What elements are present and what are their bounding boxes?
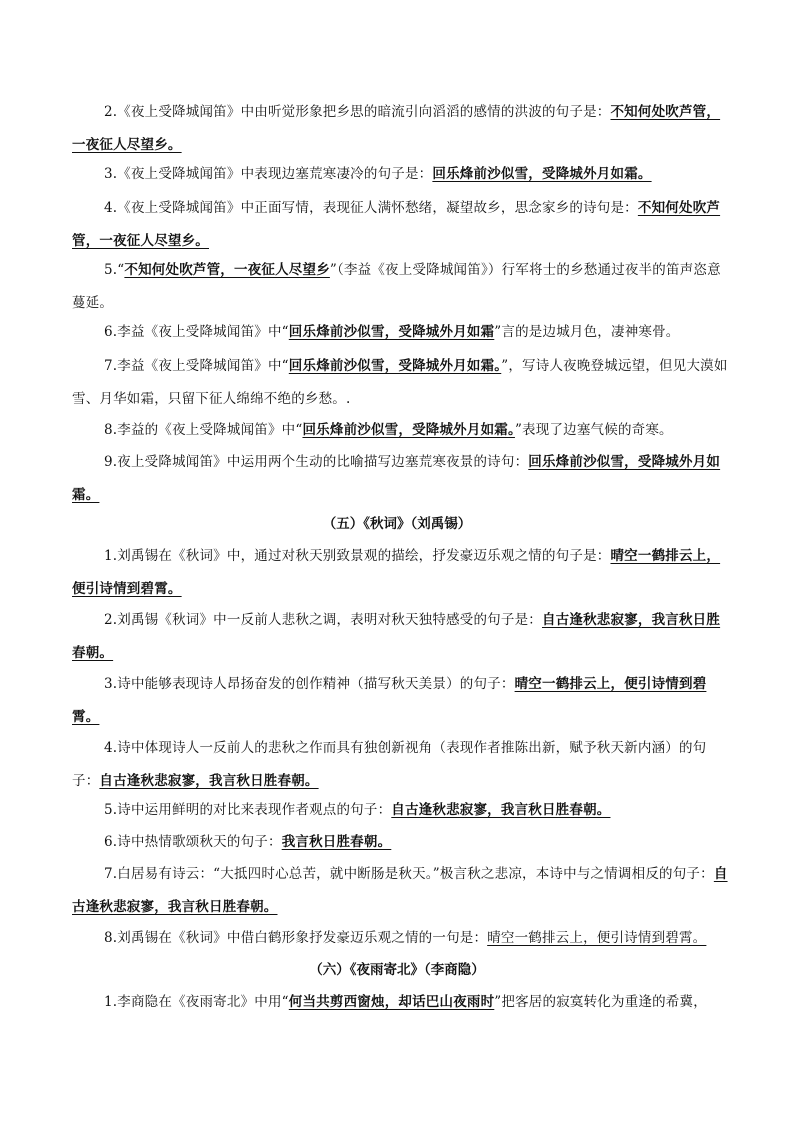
item-2 [72,96,728,162]
item-6 [72,826,728,859]
item-text: 2.刘禹锡《秋词》中一反前人悲秋之调，表明对秋天独特感受的句子是： [104,612,542,628]
item-text: 6.李益《夜上受降城闻笛》中“ [104,324,289,340]
item-8 [72,414,728,447]
item-8 [72,922,728,955]
item-text: 2.《夜上受降城闻笛》中由听觉形象把乡思的暗流引向滔滔的感情的洪波的句子是： [104,104,611,120]
item-1 [72,986,728,1019]
answer-text: 回乐烽前沙似雪，受降城外月如霜。 [288,358,502,374]
item-7 [72,350,728,416]
item-text-tail: ”言的是边城月色，凄神寒骨。 [494,324,680,340]
answer-text: 回乐烽前沙似雪，受降城外月如霜。 [302,422,515,438]
item-text: 1.李商隐在《夜雨寄北》中用“ [104,994,289,1010]
item-text-tail: ”，写诗人夜晚登城远望，但见大漠如雪、月华如霜，只留下征人绵绵不绝的乡愁。. [72,358,728,407]
item-2 [72,604,728,670]
section-title-qiuci: （五）《秋词》（刘禹锡） [322,516,472,532]
item-text: 3.诗中能够表现诗人昂扬奋发的创作精神（描写秋天美景）的句子： [104,676,515,692]
item-text: 5.诗中运用鲜明的对比来表现作者观点的句子： [104,802,392,818]
answer-text: 自古逢秋悲寂寥，我言秋日胜春朝。 [99,773,319,789]
item-1 [72,540,728,606]
answer-text: 不知何处吹芦管，一夜征人尽望乡。 [72,200,721,249]
item-text: 5.“ [104,262,125,278]
item-text-tail: ”把客居的寂寞转化为重逢的希冀， [494,994,707,1010]
answer-text: 我言秋日胜春朝。 [281,834,392,850]
item-3 [72,158,728,191]
item-text-tail: ”（李益《夜上受降城闻笛》）行军将士的乡愁通过夜半的笛声恣意蔓延。 [72,262,721,311]
answer-text: 回乐烽前沙似雪，受降城外月如霜 [288,324,495,340]
section-title-yeyujibei: （六）《夜雨寄北》（李商隐） [309,962,485,978]
item-text: 4.《夜上受降城闻笛》中正面写情，表现征人满怀愁绪，凝望故乡，思念家乡的诗句是： [104,200,638,216]
item-text: 7.李益《夜上受降城闻笛》中“ [104,358,289,374]
answer-text: 自古逢秋悲寂寥，我言秋日胜春朝。 [72,612,721,661]
item-6 [72,316,728,349]
answer-text: 晴空一鹤排云上，便引诗情到碧霄。 [72,548,721,597]
answer-text: 不知何处吹芦管，一夜征人尽望乡。 [72,104,721,153]
answer-text: 不知何处吹芦管，一夜征人尽望乡 [124,262,330,278]
item-text: 3.《夜上受降城闻笛》中表现边塞荒寒凄冷的句子是： [104,166,433,182]
item-4 [72,192,728,258]
answer-text: 晴空一鹤排云上，便引诗情到碧霄。 [487,930,707,946]
answer-text: 晴空一鹤排云上，便引诗情到碧霄。 [72,676,707,725]
item-5 [72,794,728,827]
item-5 [72,254,728,320]
item-text: 1.刘禹锡在《秋词》中，通过对秋天别致景观的描绘，抒发豪迈乐观之情的句子是： [104,548,611,564]
item-4 [72,732,728,798]
answer-text: 何当共剪西窗烛，却话巴山夜雨时 [288,994,495,1010]
item-3 [72,668,728,734]
answer-text: 自古逢秋悲寂寥，我言秋日胜春朝。 [391,802,611,818]
answer-text: 自古逢秋悲寂寥，我言秋日胜春朝。 [72,866,728,915]
item-text: 7.白居易有诗云：“大抵四时心总苦，就中断肠是秋天。”极言秋之悲凉，本诗中与之情调相反的句子： [104,866,714,882]
item-text: 6.诗中热情歌颂秋天的句子： [104,834,282,850]
answer-text: 回乐烽前沙似雪，受降城外月如霜。 [432,166,652,182]
item-text: 4.诗中体现诗人一反前人的悲秋之作而具有独创新视角（表现作者推陈出新，赋予秋天新内涵）的句子： [72,740,707,789]
item-9 [72,446,728,512]
answer-text: 回乐烽前沙似雪，受降城外月如霜。 [72,454,721,503]
item-text: 8.刘禹锡在《秋词》中借白鹤形象抒发豪迈乐观之情的一句是： [104,930,488,946]
item-7 [72,858,728,924]
item-text: 9.夜上受降城闻笛》中运用两个生动的比喻描写边塞荒寒夜景的诗句： [104,454,529,470]
item-text-tail: ”表现了边塞气候的奇寒。 [514,422,673,438]
item-text: 8.李益的《夜上受降城闻笛》中“ [104,422,303,438]
